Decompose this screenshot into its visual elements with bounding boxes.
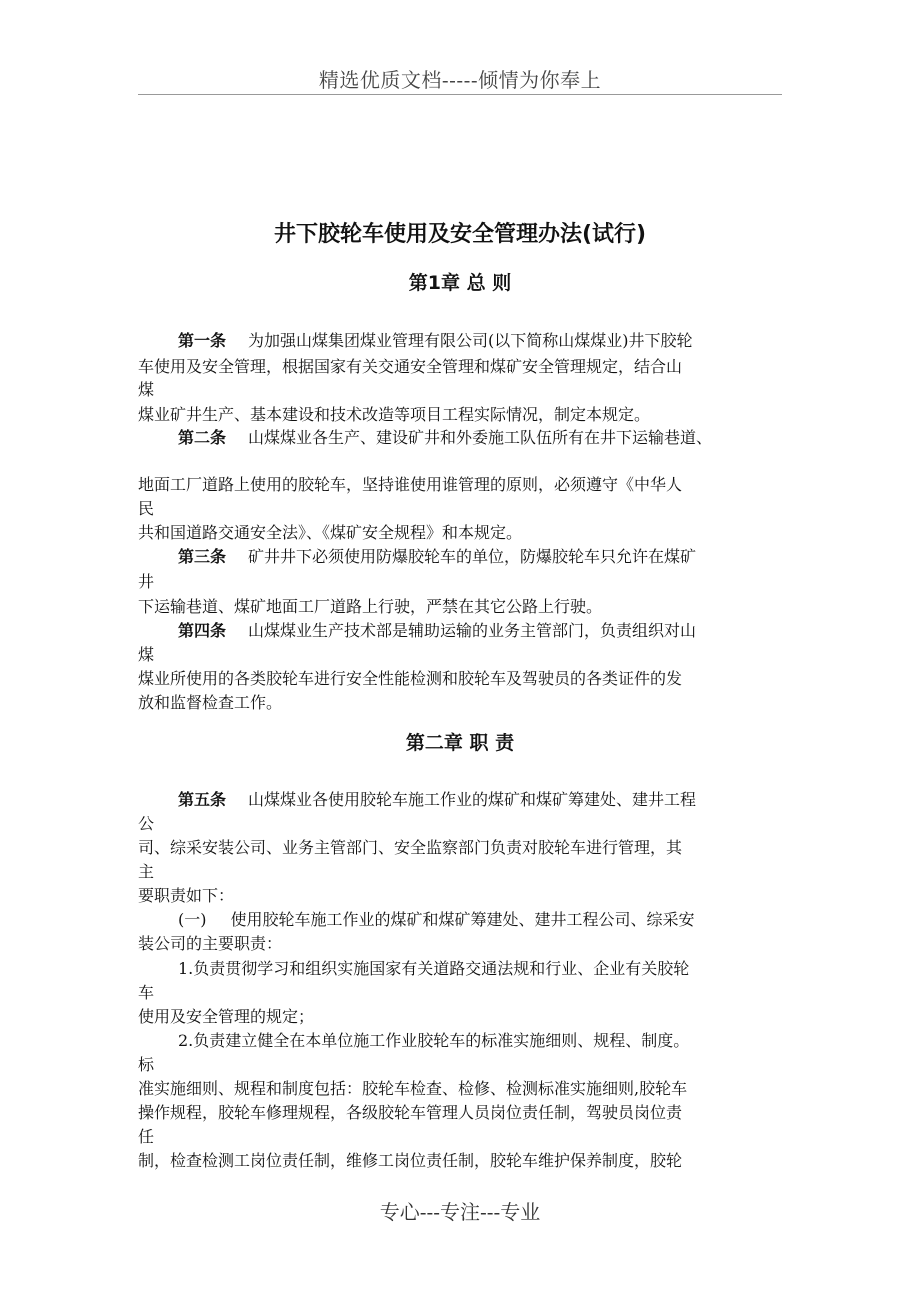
article-5-text-1: 山煤煤业各使用胶轮车施工作业的煤矿和煤矿筹建处、建井工程: [248, 790, 697, 809]
article-2-line-3: 民: [138, 499, 155, 518]
article-5-line-5: 要职责如下：: [138, 886, 235, 905]
article-1-line-3: 煤: [138, 380, 155, 399]
item-1-line-3: 使用及安全管理的规定；: [138, 1007, 315, 1026]
article-2-text-1: 山煤煤业各生产、建设矿井和外委施工队伍所有在井下运输巷道、: [248, 428, 713, 447]
item-1-line-2: 车: [138, 983, 155, 1002]
article-4-label: 第四条: [178, 621, 227, 640]
article-2-label: 第二条: [178, 428, 227, 447]
article-1-label: 第一条: [178, 331, 227, 350]
article-2-line-4: 共和国道路交通安全法》、《煤矿安全规程》和本规定。: [138, 523, 523, 542]
chapter-1-heading: 第1章 总 则: [408, 272, 512, 294]
article-5-line-4: 主: [138, 862, 155, 881]
article-5-line-2: 公: [138, 814, 155, 833]
section-1-label: (一): [178, 910, 207, 929]
article-2-line-2: 地面工厂道路上使用的胶轮车，坚持谁使用谁管理的原则，必须遵守《中华人: [138, 475, 683, 494]
article-3-line-2: 井: [138, 572, 155, 591]
article-5-line-3: 司、综采安装公司、业务主管部门、安全监察部门负责对胶轮车进行管理，其: [138, 838, 683, 857]
article-3-text-1: 矿井井下必须使用防爆胶轮车的单位，防爆胶轮车只允许在煤矿: [248, 547, 697, 566]
page-footer: 专心---专注---专业: [379, 1200, 541, 1224]
header-divider: [138, 94, 782, 95]
chapter-2-heading: 第二章 职 责: [405, 732, 515, 754]
article-4-line-2: 煤: [138, 645, 155, 664]
article-4-line-4: 放和监督检查工作。: [138, 693, 283, 712]
article-1-line-1: [178, 329, 693, 353]
item-1-line-1: 1.负责贯彻学习和组织实施国家有关道路交通法规和行业、企业有关胶轮: [178, 959, 690, 978]
article-5-label: 第五条: [178, 790, 227, 809]
section-1-text-1: 使用胶轮车施工作业的煤矿和煤矿筹建处、建井工程公司、综采安: [230, 910, 695, 929]
article-3-line-1: [178, 545, 696, 569]
article-4-line-3: 煤业所使用的各类胶轮车进行安全性能检测和胶轮车及驾驶员的各类证件的发: [138, 669, 683, 688]
section-1-line-2: 装公司的主要职责：: [138, 934, 283, 953]
article-5-line-1: [178, 788, 696, 812]
article-4-text-1: 山煤煤业生产技术部是辅助运输的业务主管部门，负责组织对山: [248, 621, 697, 640]
item-2-line-1: 2.负责建立健全在本单位施工作业胶轮车的标准实施细则、规程、制度。: [178, 1031, 690, 1050]
item-2-line-5: 任: [138, 1127, 155, 1146]
section-1-line-1: [178, 908, 695, 932]
article-4-line-1: [178, 619, 696, 643]
article-2-line-1: [178, 426, 712, 450]
item-2-line-3: 准实施细则、规程和制度包括：胶轮车检查、检修、检测标准实施细则,胶轮车: [138, 1079, 688, 1098]
item-2-line-4: 操作规程，胶轮车修理规程，各级胶轮车管理人员岗位责任制，驾驶员岗位责: [138, 1103, 683, 1122]
article-3-label: 第三条: [178, 547, 227, 566]
item-2-line-6: 制，检查检测工岗位责任制，维修工岗位责任制，胶轮车维护保养制度，胶轮: [138, 1151, 683, 1170]
document-title: 井下胶轮车使用及安全管理办法(试行): [273, 222, 647, 247]
article-1-line-4: 煤业矿井生产、基本建设和技术改造等项目工程实际情况，制定本规定。: [138, 405, 651, 424]
page-header: 精选优质文档-----倾情为你奉上: [318, 68, 602, 92]
article-3-line-3: 下运输巷道、煤矿地面工厂道路上行驶，严禁在其它公路上行驶。: [138, 597, 603, 616]
article-1-text-1: 为加强山煤集团煤业管理有限公司(以下简称山煤煤业)井下胶轮: [248, 331, 693, 350]
article-1-line-2: 车使用及安全管理，根据国家有关交通安全管理和煤矿安全管理规定，结合山: [138, 357, 683, 376]
item-2-line-2: 标: [138, 1055, 155, 1074]
